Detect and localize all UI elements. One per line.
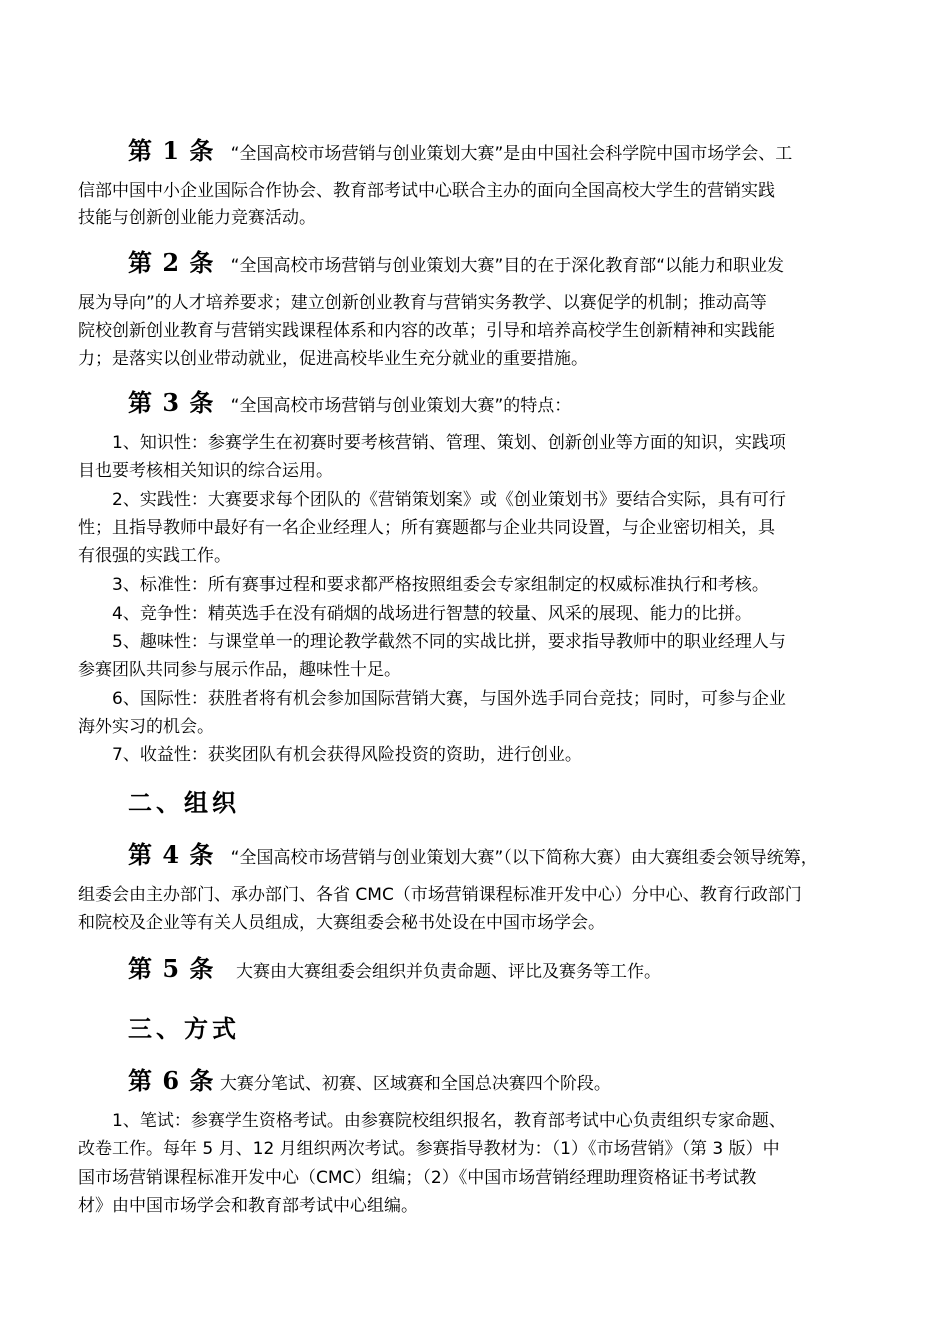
article-2-line-1 — [128, 248, 784, 281]
written-test-line-2: 改卷工作。每年 5 月、12 月组织两次考试。参赛指导教材为：（1）《市场营销》（第 3 版）中 — [78, 1139, 780, 1159]
section-heading-organization: 二、组织 — [128, 788, 240, 817]
article-4-line-1 — [128, 840, 818, 873]
article-3-text-1: “全国高校市场营销与创业策划大赛”的特点： — [230, 396, 572, 416]
feature-2-line-1: 2、实践性：大赛要求每个团队的《营销策划案》或《创业策划书》要结合实际，具有可行 — [112, 490, 786, 510]
article-2-line-3: 院校创新创业教育与营销实践课程体系和内容的改革；引导和培养高校学生创新精神和实践能 — [78, 321, 775, 341]
feature-2-line-2: 性；且指导教师中最好有一名企业经理人；所有赛题都与企业共同设置，与企业密切相关，具 — [78, 518, 775, 538]
article-6-label: 第 6 条 — [128, 1066, 215, 1095]
feature-5-line-1: 5、趣味性：与课堂单一的理论教学截然不同的实战比拼，要求指导教师中的职业经理人与 — [112, 632, 786, 652]
feature-1-line-2: 目也要考核相关知识的综合运用。 — [78, 461, 333, 481]
article-1-line-3: 技能与创新创业能力竞赛活动。 — [78, 208, 316, 228]
article-4-line-3: 和院校及企业等有关人员组成，大赛组委会秘书处设在中国市场学会。 — [78, 913, 605, 933]
article-2-text-1: “全国高校市场营销与创业策划大赛”目的在于深化教育部“以能力和职业发 — [230, 256, 785, 276]
feature-5-line-2: 参赛团队共同参与展示作品，趣味性十足。 — [78, 660, 401, 680]
written-test-line-4: 材》由中国市场学会和教育部考试中心组编。 — [78, 1196, 418, 1216]
article-2-label: 第 2 条 — [128, 248, 215, 277]
article-1-text-1: “全国高校市场营销与创业策划大赛”是由中国社会科学院中国市场学会、工 — [230, 144, 793, 164]
feature-3-line-1: 3、标准性：所有赛事过程和要求都严格按照组委会专家组制定的权威标准执行和考核。 — [112, 575, 769, 595]
article-1-line-1 — [128, 136, 792, 169]
article-4-label: 第 4 条 — [128, 840, 215, 869]
article-6-line-1 — [128, 1066, 611, 1099]
article-3-label: 第 3 条 — [128, 388, 215, 417]
article-1-line-2: 信部中国中小企业国际合作协会、教育部考试中心联合主办的面向全国高校大学生的营销实践 — [78, 181, 775, 201]
article-4-text-1: “全国高校市场营销与创业策划大赛”（以下简称大赛）由大赛组委会领导统筹， — [230, 848, 818, 868]
written-test-line-3: 国市场营销课程标准开发中心（CMC）组编；（2）《中国市场营销经理助理资格证书考试教 — [78, 1168, 757, 1188]
article-3-line-1 — [128, 388, 571, 421]
article-2-line-2: 展为导向”的人才培养要求；建立创新创业教育与营销实务教学、以赛促学的机制；推动高等 — [78, 293, 767, 313]
article-5-text-1: 大赛由大赛组委会组织并负责命题、评比及赛务等工作。 — [236, 962, 662, 982]
feature-6-line-2: 海外实习的机会。 — [78, 717, 214, 737]
feature-6-line-1: 6、国际性：获胜者将有机会参加国际营销大赛，与国外选手同台竞技；同时，可参与企业 — [112, 689, 786, 709]
feature-2-line-3: 有很强的实践工作。 — [78, 546, 231, 566]
article-2-line-4: 力；是落实以创业带动就业，促进高校毕业生充分就业的重要措施。 — [78, 349, 588, 369]
article-1-label: 第 1 条 — [128, 136, 215, 165]
article-5-line-1 — [128, 954, 661, 987]
feature-4-line-1: 4、竞争性：精英选手在没有硝烟的战场进行智慧的较量、风采的展现、能力的比拼。 — [112, 604, 752, 624]
section-heading-method: 三、方式 — [128, 1014, 240, 1043]
feature-1-line-1: 1、知识性：参赛学生在初赛时要考核营销、管理、策划、创新创业等方面的知识，实践项 — [112, 433, 786, 453]
article-4-line-2: 组委会由主办部门、承办部门、各省 CMC（市场营销课程标准开发中心）分中心、教育行政部门 — [78, 885, 802, 905]
article-5-label: 第 5 条 — [128, 954, 215, 983]
written-test-line-1: 1、笔试：参赛学生资格考试。由参赛院校组织报名，教育部考试中心负责组织专家命题、 — [112, 1111, 786, 1131]
article-6-text-1: 大赛分笔试、初赛、区域赛和全国总决赛四个阶段。 — [219, 1074, 611, 1094]
feature-7-line-1: 7、收益性：获奖团队有机会获得风险投资的资助，进行创业。 — [112, 745, 582, 765]
